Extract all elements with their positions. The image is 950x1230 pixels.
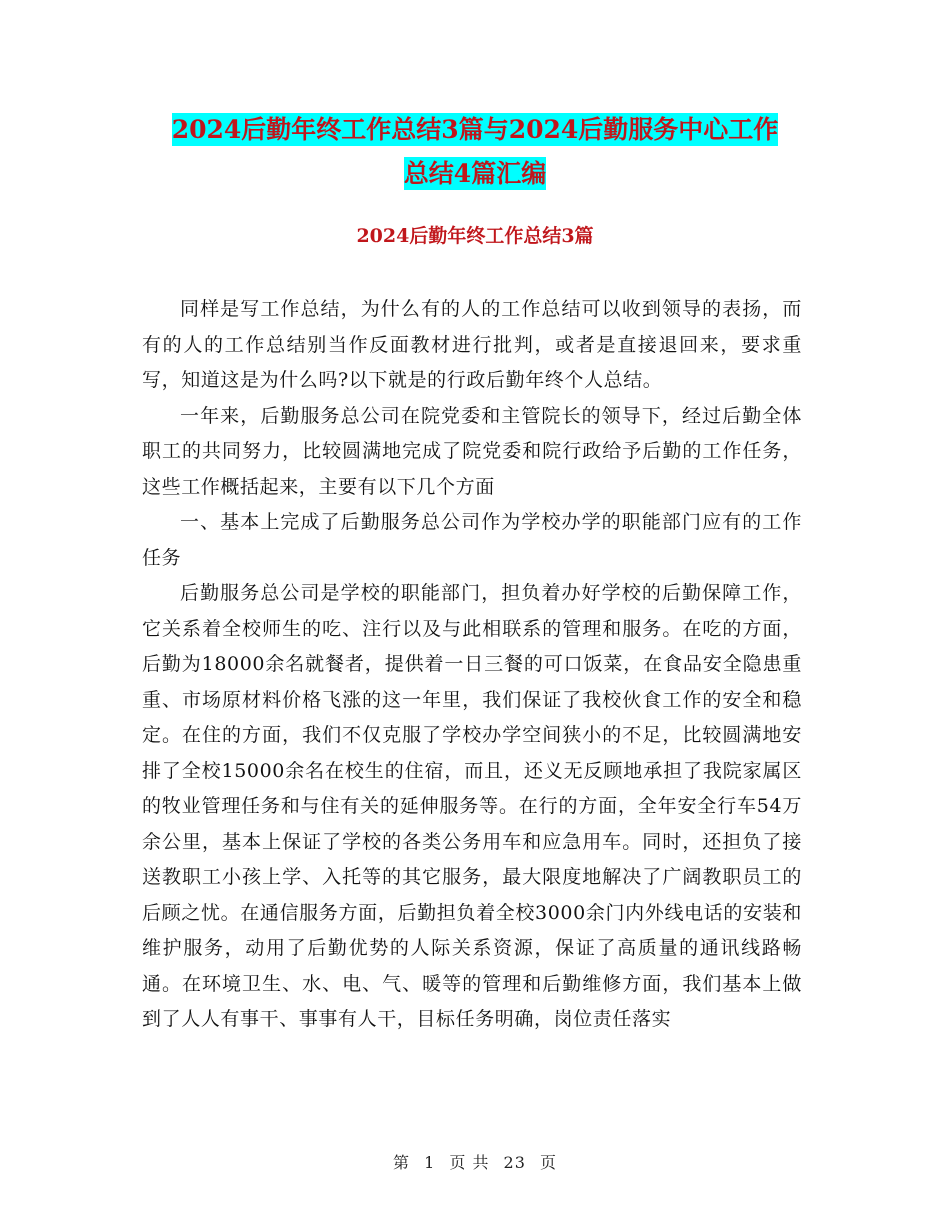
paragraph: 一、基本上完成了后勤服务总公司作为学校办学的职能部门应有的工作任务 [142,511,802,569]
section-title: 2024后勤年终工作总结3篇 [356,225,594,247]
footer-page-number: 1 [424,1153,436,1172]
paragraph: 后勤服务总公司是学校的职能部门，担负着办好学校的后勤保障工作，它关系着全校师生的吃、注行以及与此相联系的管理和服务。在吃的方面，后勤为18000余名就餐者，提供着一日三餐的可口饭菜，在食品安全隐患重重、市场原材料价格飞涨的这一年里，我们保证了我校伙食工作的安全和稳定。在住的方面，我们不仅克服了学校办学空间狭小的不足，比较圆满地安排了全校15000余名在校生的住宿，而且，还义无反顾地承担了我院家属区的牧业管理任务和与住有关的延伸服务等。在行的方面，全年安全行车54万余公里，基本上保证了学校的各类公务用车和应急用车。同时，还担负了接送教职工小孩上学、入托等的其它服务，最大限度地解决了广阔教职员工的后顾之忧。在通信服务方面，后勤担负着全校3000余门内外线电话的安装和维护服务，动用了后勤优势的人际关系资源，保证了高质量的通讯线路畅通。在环境卫生、水、电、气、暖等的管理和后勤维修方面，我们基本上做到了人人有事干、事事有人干，目标任务明确，岗位责任落实 [142,582,802,1030]
page-footer [0,1150,950,1173]
document-body [142,292,802,1038]
footer-middle: 页 共 [449,1153,490,1172]
document-title-line2: 总结4篇汇编 [403,159,547,188]
footer-prefix: 第 [392,1153,410,1172]
footer-total-pages: 23 [503,1153,526,1172]
footer-suffix: 页 [540,1153,558,1172]
paragraph: 同样是写工作总结，为什么有的人的工作总结可以收到领导的表扬，而有的人的工作总结别当作反面教材进行批判，或者是直接退回来，要求重写，知道这是为什么吗?以下就是的行政后勤年终个人总结。 [142,298,802,391]
document-title-line1: 2024后勤年终工作总结3篇与2024后勤服务中心工作 [171,115,779,144]
paragraph: 一年来，后勤服务总公司在院党委和主管院长的领导下，经过后勤全体职工的共同努力，比较圆满地完成了院党委和院行政给予后勤的工作任务，这些工作概括起来，主要有以下几个方面 [142,404,802,498]
document-title [120,108,830,196]
